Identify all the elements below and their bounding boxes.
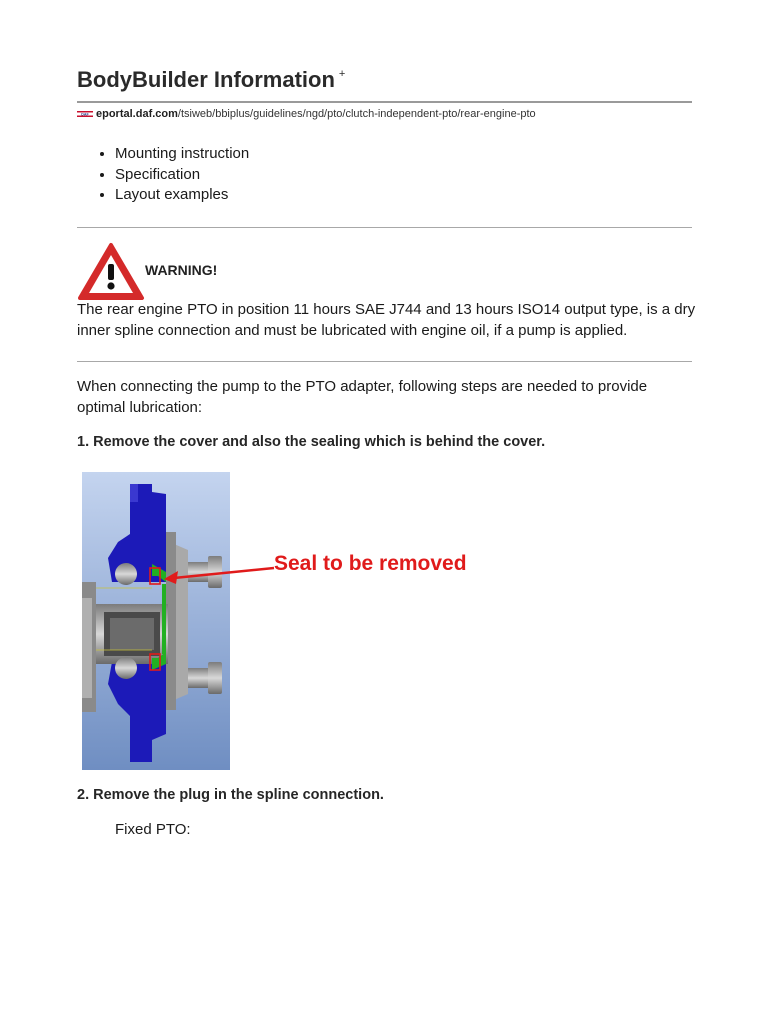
section-link-layout[interactable]: • Layout examples	[115, 185, 249, 206]
svg-text:DAF: DAF	[81, 112, 89, 117]
url-host[interactable]: eportal.daf.com	[96, 108, 178, 120]
callout-arrow-icon	[160, 560, 276, 586]
seal-callout-label: Seal to be removed	[274, 552, 467, 575]
page-title	[77, 67, 345, 93]
intro-text: When connecting the pump to the PTO adapter, following steps are needed to provide optimal lubrication:	[77, 378, 648, 416]
page-title-text: BodyBuilder Information	[77, 67, 335, 92]
pto-seal-diagram	[82, 472, 230, 770]
section-links	[77, 144, 249, 206]
daf-logo-icon	[77, 108, 93, 120]
warning-triangle-icon	[77, 242, 145, 302]
step-2-heading: 2. Remove the plug in the spline connection.	[77, 787, 384, 803]
section-link-specification[interactable]: • Specification	[115, 165, 249, 186]
warning-title: WARNING!	[145, 262, 218, 278]
step-1-heading: 1. Remove the cover and also the sealing which is behind the cover.	[77, 434, 546, 450]
links-divider	[77, 227, 692, 228]
section-link-mounting[interactable]: • Mounting instruction	[115, 144, 249, 165]
title-divider	[77, 101, 692, 103]
warning-text: The rear engine PTO in position 11 hours SAE J744 and 13 hours ISO14 output type, is a dry inner spline connection and must be lubricated with engine oil, if a pump is applied.	[77, 301, 696, 339]
title-plus-mark: +	[338, 67, 346, 80]
source-url[interactable]	[77, 108, 536, 120]
fixed-pto-subheading: Fixed PTO:	[115, 821, 191, 838]
warning-divider	[77, 361, 692, 362]
url-path[interactable]: /tsiweb/bbiplus/guidelines/ngd/pto/clutch-independent-pto/rear-engine-pto	[177, 108, 536, 120]
